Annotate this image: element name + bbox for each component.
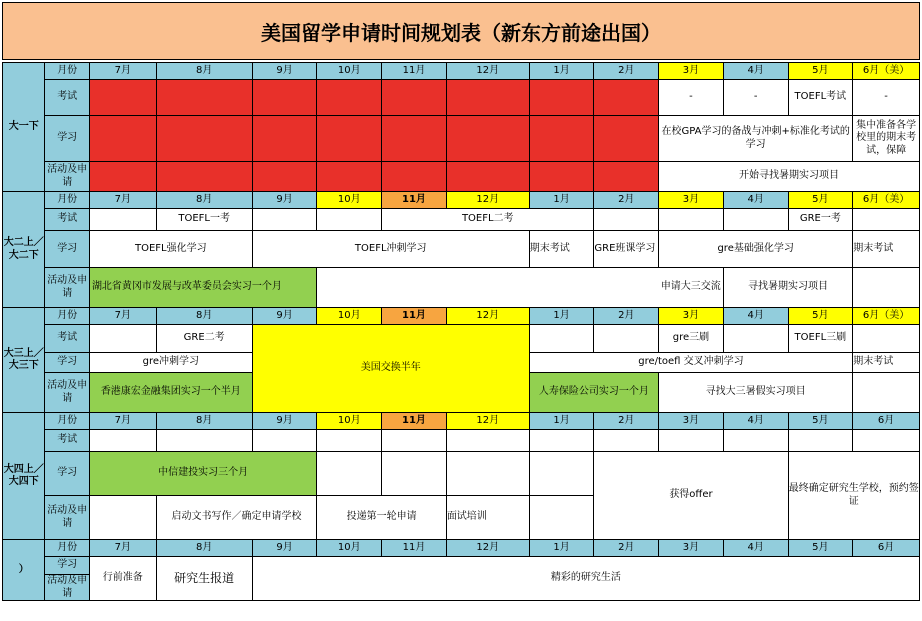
plan-cell: TOEFL三刷	[788, 325, 853, 353]
month-header: 5月	[788, 192, 853, 209]
plan-cell: gre三刷	[659, 325, 724, 353]
month-header: 1月	[529, 63, 594, 80]
row-label-activity: 活动及申请	[45, 162, 89, 192]
table-row	[3, 540, 920, 557]
plan-cell: 寻找暑期实习项目	[723, 268, 852, 308]
busy-cell	[89, 80, 156, 116]
stage-label: 大二上／大二下	[3, 192, 45, 308]
plan-cell	[723, 209, 788, 231]
plan-cell	[529, 452, 594, 496]
row-label-study: 学习	[45, 116, 89, 162]
month-header: 6月	[853, 540, 920, 557]
month-header: 2月	[594, 192, 659, 209]
plan-cell	[788, 430, 853, 452]
plan-cell: TOEFL一考	[156, 209, 252, 231]
table-row	[3, 63, 920, 80]
month-header: 5月	[788, 63, 853, 80]
plan-cell	[853, 209, 920, 231]
plan-cell: TOEFL考试	[788, 80, 853, 116]
busy-cell	[529, 162, 594, 192]
month-header: 2月	[594, 308, 659, 325]
exchange-cell: 美国交换半年	[252, 325, 529, 413]
month-header: 11月	[382, 192, 447, 209]
busy-cell	[382, 162, 447, 192]
month-header: 11月	[382, 413, 447, 430]
plan-cell: 研究生报道	[156, 557, 252, 601]
row-label-month: 月份	[45, 540, 89, 557]
row-label-exam: 考试	[45, 430, 89, 452]
month-header: 11月	[382, 63, 447, 80]
plan-cell: 行前准备	[89, 557, 156, 601]
table-row	[3, 308, 920, 325]
table-row	[3, 116, 920, 162]
plan-cell: gre冲刺学习	[89, 353, 252, 373]
row-label-study: 学习	[45, 452, 89, 496]
busy-cell	[252, 80, 317, 116]
plan-cell	[853, 268, 920, 308]
month-header: 6月（美）	[853, 308, 920, 325]
busy-cell	[317, 80, 382, 116]
month-header: 11月	[382, 540, 447, 557]
month-header: 9月	[252, 308, 317, 325]
month-header: 10月	[317, 308, 382, 325]
busy-cell	[446, 162, 529, 192]
month-header: 2月	[594, 413, 659, 430]
plan-cell	[317, 430, 382, 452]
internship-cell: 中信建投实习三个月	[89, 452, 316, 496]
month-header: 4月	[723, 192, 788, 209]
plan-cell	[317, 268, 723, 308]
busy-cell	[529, 116, 594, 162]
month-header: 1月	[529, 413, 594, 430]
month-header: 12月	[446, 540, 529, 557]
stage-label: 大一下	[3, 63, 45, 192]
month-header: 4月	[723, 308, 788, 325]
plan-cell	[317, 209, 382, 231]
offer-cell: 获得offer	[594, 452, 788, 540]
table-row	[3, 80, 920, 116]
month-header: 1月	[529, 540, 594, 557]
plan-cell: 集中准备各学校里的期末考试，保障	[853, 116, 920, 162]
plan-cell	[89, 430, 156, 452]
final-cell: 最终确定研究生学校，预约签证	[788, 452, 919, 540]
internship-cell	[89, 268, 316, 308]
table-row	[3, 231, 920, 268]
busy-cell	[252, 116, 317, 162]
month-header: 12月	[446, 192, 529, 209]
row-label-exam: 考试	[45, 325, 89, 353]
month-header: 9月	[252, 540, 317, 557]
month-header: 4月	[723, 540, 788, 557]
month-header: 7月	[89, 192, 156, 209]
row-label-study: 学习	[45, 231, 89, 268]
row-label-month: 月份	[45, 308, 89, 325]
row-label-exam: 考试	[45, 209, 89, 231]
month-header: 10月	[317, 413, 382, 430]
plan-cell: 精彩的研究生活	[252, 557, 919, 601]
month-header: 12月	[446, 63, 529, 80]
busy-cell	[594, 116, 659, 162]
month-header: 1月	[529, 192, 594, 209]
busy-cell	[594, 80, 659, 116]
month-header: 4月	[723, 413, 788, 430]
busy-cell	[594, 162, 659, 192]
plan-cell	[156, 430, 252, 452]
month-header: 3月	[659, 308, 724, 325]
plan-cell: 开始寻找暑期实习项目	[659, 162, 920, 192]
row-label-activity: 活动及申请	[45, 575, 89, 601]
month-header: 6月（美）	[853, 192, 920, 209]
month-header: 7月	[89, 63, 156, 80]
month-header: 4月	[723, 63, 788, 80]
month-header: 6月（美）	[853, 63, 920, 80]
table-row	[3, 452, 920, 496]
plan-cell	[723, 325, 788, 353]
row-label-study: 学习	[45, 557, 89, 575]
plan-cell	[594, 430, 659, 452]
row-label-activity: 活动及申请	[45, 373, 89, 413]
month-header: 10月	[317, 63, 382, 80]
page-title: 美国留学申请时间规划表（新东方前途出国）	[2, 2, 920, 60]
month-header: 5月	[788, 308, 853, 325]
plan-cell	[529, 325, 594, 353]
busy-cell	[317, 116, 382, 162]
plan-cell	[382, 430, 447, 452]
plan-cell	[89, 209, 156, 231]
plan-cell	[853, 325, 920, 353]
row-label-study: 学习	[45, 353, 89, 373]
busy-cell	[382, 116, 447, 162]
busy-cell	[529, 80, 594, 116]
table-row	[3, 430, 920, 452]
plan-cell	[252, 209, 317, 231]
plan-cell: 期末考试	[853, 231, 920, 268]
plan-cell: GRE班课学习	[594, 231, 659, 268]
plan-cell: 期末考试	[529, 231, 594, 268]
month-header: 12月	[446, 308, 529, 325]
stage-label: 大三上／大三下	[3, 308, 45, 413]
month-header: 2月	[594, 63, 659, 80]
month-header: 8月	[156, 308, 252, 325]
busy-cell	[317, 162, 382, 192]
month-header: 12月	[446, 413, 529, 430]
plan-cell: gre基础强化学习	[659, 231, 853, 268]
month-header: 3月	[659, 413, 724, 430]
table-row	[3, 325, 920, 353]
month-header: 7月	[89, 308, 156, 325]
month-header: 9月	[252, 63, 317, 80]
plan-cell	[529, 496, 594, 540]
stage-label: 大四上／大四下	[3, 413, 45, 540]
plan-cell	[594, 325, 659, 353]
busy-cell	[89, 162, 156, 192]
row-label-activity: 活动及申请	[45, 268, 89, 308]
plan-cell: GRE二考	[156, 325, 252, 353]
plan-cell: 投递第一轮申请	[317, 496, 446, 540]
row-label-activity: 活动及申请	[45, 496, 89, 540]
plan-cell	[659, 209, 724, 231]
month-header: 7月	[89, 540, 156, 557]
busy-cell	[382, 80, 447, 116]
row-label-exam: 考试	[45, 80, 89, 116]
busy-cell	[252, 162, 317, 192]
row-label-month: 月份	[45, 413, 89, 430]
plan-cell: TOEFL冲刺学习	[252, 231, 529, 268]
plan-cell	[594, 209, 659, 231]
table-row	[3, 162, 920, 192]
row-label-month: 月份	[45, 63, 89, 80]
plan-cell	[382, 452, 447, 496]
table-row	[3, 268, 920, 308]
plan-cell	[252, 430, 317, 452]
table-row	[3, 209, 920, 231]
table-row	[3, 413, 920, 430]
plan-cell: 期末考试	[853, 353, 920, 373]
month-header: 7月	[89, 413, 156, 430]
busy-cell	[89, 116, 156, 162]
month-header: 10月	[317, 192, 382, 209]
month-header: 9月	[252, 192, 317, 209]
plan-cell: 寻找大三暑假实习项目	[659, 373, 853, 413]
plan-cell	[659, 430, 724, 452]
plan-cell	[89, 325, 156, 353]
stage-label: ）	[3, 540, 45, 601]
plan-cell	[317, 452, 382, 496]
month-header: 11月	[382, 308, 447, 325]
month-header: 8月	[156, 413, 252, 430]
month-header: 8月	[156, 63, 252, 80]
month-header: 3月	[659, 63, 724, 80]
busy-cell	[156, 116, 252, 162]
month-header: 1月	[529, 308, 594, 325]
table-row	[3, 192, 920, 209]
month-header: 10月	[317, 540, 382, 557]
plan-cell	[446, 430, 529, 452]
month-header: 8月	[156, 540, 252, 557]
plan-cell: -	[853, 80, 920, 116]
month-header: 6月	[853, 413, 920, 430]
plan-table	[2, 62, 920, 601]
table-row	[3, 557, 920, 575]
plan-cell	[853, 373, 920, 413]
plan-cell: -	[723, 80, 788, 116]
busy-cell	[156, 162, 252, 192]
plan-cell: TOEFL强化学习	[89, 231, 252, 268]
month-header: 9月	[252, 413, 317, 430]
internship-text: 湖北省黄冈市发展与改革委员会实习一个月	[91, 281, 282, 293]
plan-cell: 启动文书写作／确定申请学校	[156, 496, 317, 540]
row-label-month: 月份	[45, 192, 89, 209]
plan-cell: gre/toefl 交叉冲刺学习	[529, 353, 853, 373]
plan-cell: -	[659, 80, 724, 116]
internship-cell: 人寿保险公司实习一个月	[529, 373, 658, 413]
plan-cell: GRE一考	[788, 209, 853, 231]
plan-cell	[723, 430, 788, 452]
busy-cell	[156, 80, 252, 116]
month-header: 5月	[788, 540, 853, 557]
plan-cell: 在校GPA学习的备战与冲刺+标准化考试的学习	[659, 116, 853, 162]
busy-cell	[446, 80, 529, 116]
plan-cell	[446, 452, 529, 496]
plan-cell: 面试培训	[446, 496, 529, 540]
plan-text: 申请大三交流	[660, 281, 721, 293]
plan-cell: TOEFL二考	[382, 209, 594, 231]
month-header: 3月	[659, 540, 724, 557]
busy-cell	[446, 116, 529, 162]
month-header: 5月	[788, 413, 853, 430]
plan-cell	[89, 496, 156, 540]
internship-cell: 香港康宏金融集团实习一个半月	[89, 373, 252, 413]
plan-cell	[853, 430, 920, 452]
month-header: 2月	[594, 540, 659, 557]
plan-cell	[529, 430, 594, 452]
month-header: 8月	[156, 192, 252, 209]
month-header: 3月	[659, 192, 724, 209]
